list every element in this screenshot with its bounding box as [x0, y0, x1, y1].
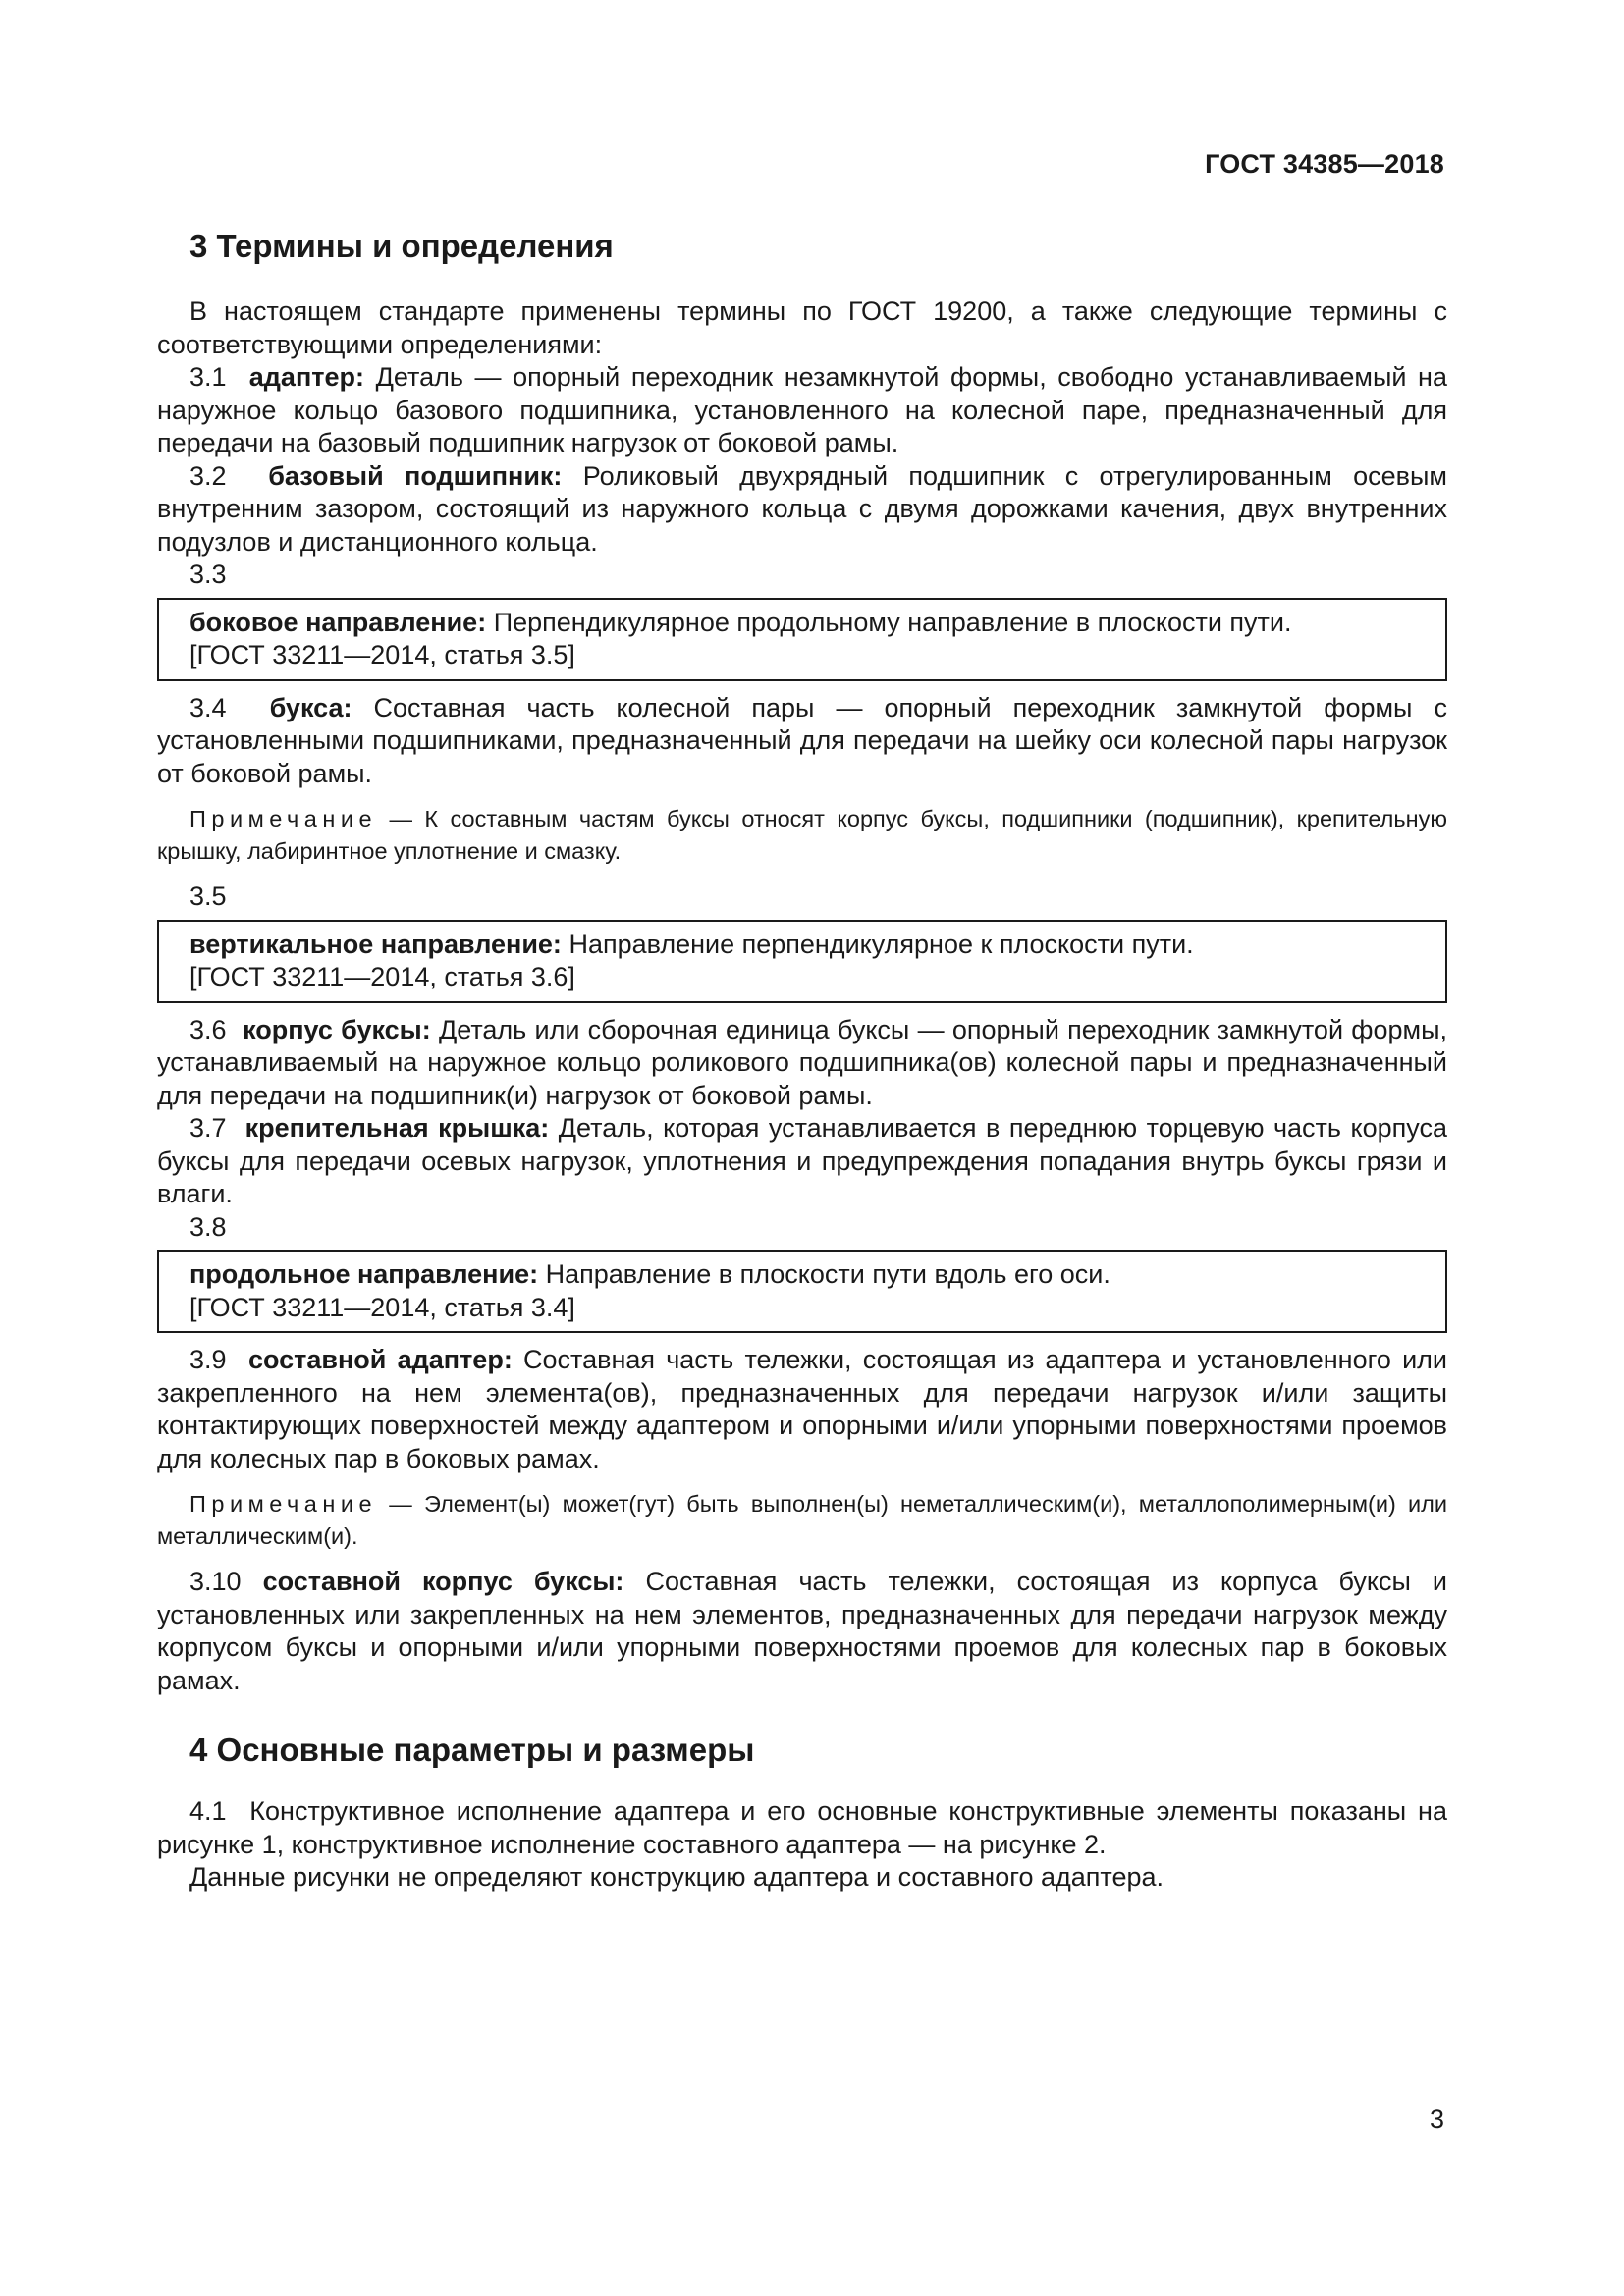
note-2 [157, 1488, 1447, 1553]
note-1 [157, 803, 1447, 868]
term-3-4 [157, 692, 1447, 791]
term-3-8-number: 3.8 [189, 1211, 227, 1242]
term-3-6 [157, 1014, 1447, 1113]
term-3-10 [157, 1566, 1447, 1697]
term-3-1 [157, 361, 1447, 460]
term-name: букса: [269, 692, 352, 722]
term-name: крепительная крышка: [244, 1113, 550, 1143]
term-3-2 [157, 460, 1447, 560]
note-label: Примечание [189, 806, 378, 831]
term-name: боковое направление: [189, 607, 487, 637]
para-number: 4.1 [189, 1796, 227, 1826]
term-3-3-number: 3.3 [189, 560, 227, 589]
term-name: вертикальное направление: [189, 929, 562, 959]
section-3-title: 3 Термины и определения [189, 228, 614, 264]
note-text: — Элемент(ы) может(гут) быть выполнен(ы) неметаллическим(и), металлополимерным(и) или металлическим(и). [157, 1491, 1447, 1549]
page-content [157, 224, 1447, 1895]
para-4-1-continued: Данные рисунки не определяют конструкцию адаптера и составного адаптера. [189, 1862, 1164, 1892]
term-3-9 [157, 1344, 1447, 1475]
term-number: 3.1 [189, 362, 227, 392]
para-text: Конструктивное исполнение адаптера и его основные конструктивные элементы показаны на рисунке 1, конструктивное исполнение составного адаптера — на рисунке 2. [157, 1796, 1447, 1859]
term-reference: [ГОСТ 33211—2014, статья 3.5] [189, 640, 575, 669]
term-number: 3.10 [189, 1567, 242, 1596]
term-definition: Составная часть тележки, состоящая из адаптера и установленного или закрепленного на нем элемента(ов), предназначенных для передачи нагрузок и/или защиты контактирующих поверхностей между адаптером и опорными и/или упорными поверхностями проемов для колесных пар в боковых рамах. [157, 1345, 1448, 1473]
term-reference: [ГОСТ 33211—2014, статья 3.6] [189, 962, 575, 991]
term-number: 3.9 [189, 1345, 227, 1374]
note-text: — К составным частям буксы относят корпус буксы, подшипники (подшипник), крепительную крышку, лабиринтное уплотнение и смазку. [157, 806, 1447, 864]
term-definition: Роликовый двухрядный подшипник с отрегулированным осевым внутренним зазором, состоящий из наружного кольца с двумя дорожками качения, двух внутренних подузлов и дистанционного кольца. [157, 460, 1447, 557]
term-number: 3.4 [189, 692, 227, 722]
term-reference: [ГОСТ 33211—2014, статья 3.4] [189, 1292, 575, 1322]
term-3-3-box [157, 598, 1447, 681]
standard-code: ГОСТ 34385—2018 [1205, 149, 1444, 179]
term-3-8-box [157, 1250, 1447, 1333]
term-name: составной корпус буксы: [262, 1567, 624, 1596]
term-3-5-number: 3.5 [189, 881, 227, 911]
term-number: 3.2 [189, 460, 227, 491]
term-definition: Перпендикулярное продольному направление в плоскости пути. [486, 607, 1292, 637]
note-label: Примечание [189, 1491, 378, 1517]
term-number: 3.7 [189, 1113, 227, 1143]
term-3-5-box [157, 920, 1447, 1003]
term-definition: Составная часть тележки, состоящая из корпуса буксы и установленных или закрепленных на нем элементов, предназначенных для передачи нагрузок между корпусом буксы и опорными и/или упорными поверхностями проемов для колесных пар в боковых рамах. [157, 1567, 1447, 1695]
term-3-7 [157, 1112, 1447, 1211]
term-name: корпус буксы: [243, 1014, 431, 1044]
term-name: составной адаптер: [247, 1345, 513, 1374]
term-definition: Направление перпендикулярное к плоскости пути. [561, 929, 1194, 959]
term-number: 3.6 [189, 1014, 227, 1044]
term-definition: Деталь, которая устанавливается в переднюю торцевую часть корпуса буксы для передачи осевых нагрузок, уплотнения и предупреждения попадания внутрь буксы грязи и влаги. [157, 1113, 1447, 1208]
para-4-1 [157, 1795, 1447, 1861]
section-4-title: 4 Основные параметры и размеры [189, 1732, 755, 1768]
term-definition: Деталь или сборочная единица буксы — опорный переходник замкнутой формы, устанавливаемый на наружное кольцо роликового подшипника(ов) колесной пары и предназначенный для передачи на подшипник(и) нагрузок от боковой рамы. [157, 1014, 1447, 1110]
section-3-intro: В настоящем стандарте применены термины по ГОСТ 19200, а также следующие термины с соответствующими определениями: [157, 296, 1447, 359]
term-definition: Направление в плоскости пути вдоль его оси. [538, 1259, 1110, 1289]
term-name: продольное направление: [189, 1259, 539, 1289]
term-name: базовый подшипник: [268, 460, 563, 491]
page-number: 3 [1429, 2105, 1444, 2134]
term-name: адаптер: [248, 362, 364, 392]
term-definition: Деталь — опорный переходник незамкнутой формы, свободно устанавливаемый на наружное кольцо базового подшипника, установленного на колесной паре, предназначенный для передачи на базовый подшипник нагрузок от боковой рамы. [157, 362, 1447, 457]
term-definition: Составная часть колесной пары — опорный переходник замкнутой формы с установленными подшипниками, предназначенный для передачи на шейку оси колесной пары нагрузок от боковой рамы. [157, 692, 1447, 788]
